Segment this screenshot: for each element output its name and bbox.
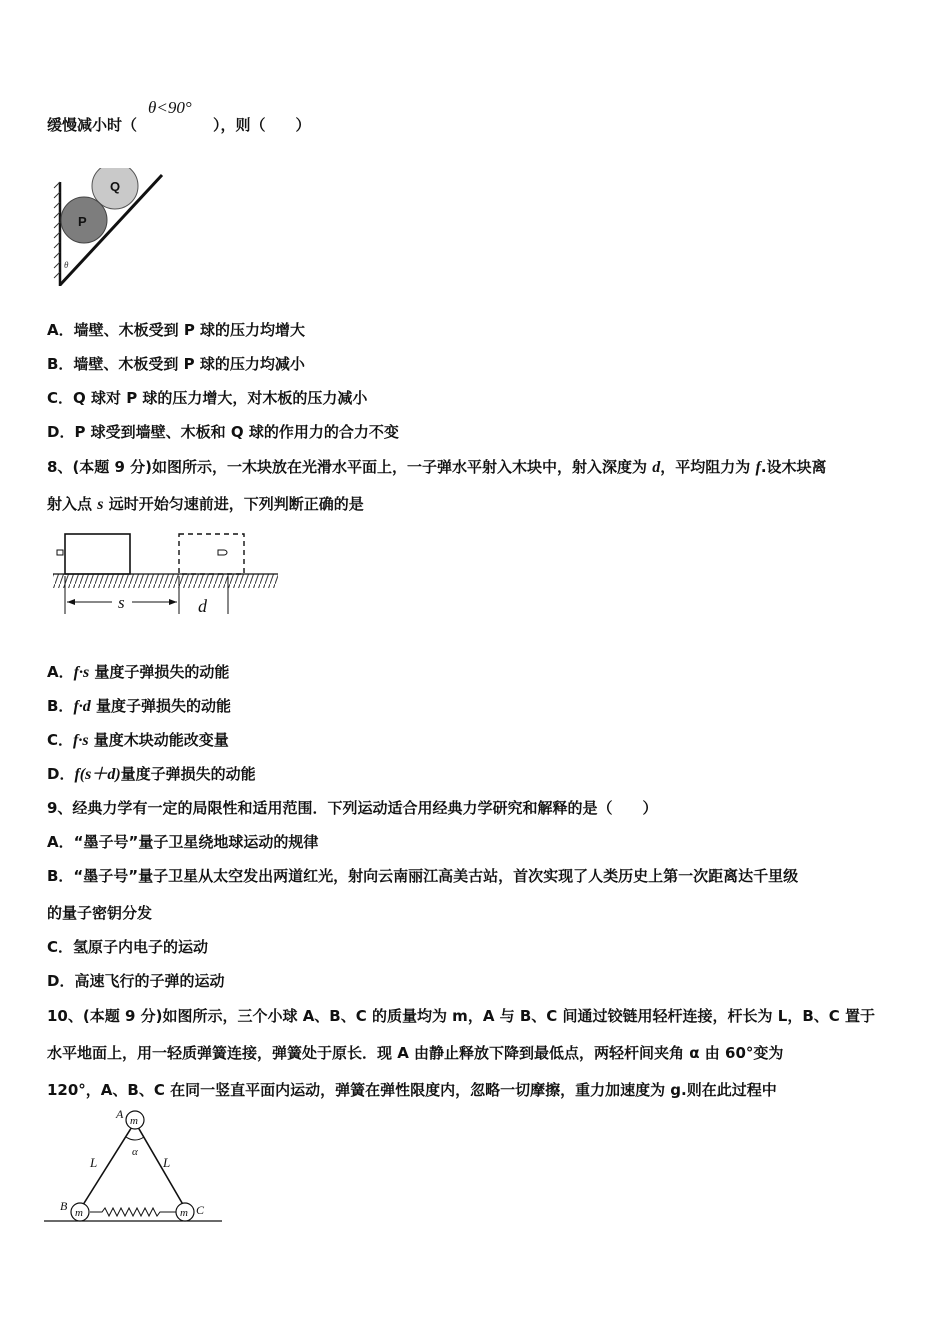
q9-option-b-line1: B．“墨子号”量子卫星从太空发出两道红光，射向云南丽江高美古站，首次实现了人类历史上第一次距离达千里级 [47, 867, 799, 885]
intro-prefix: 缓慢减小时（ [47, 116, 138, 134]
alpha-arc [126, 1137, 144, 1140]
q8-option-c: C．f·s 量度木块动能改变量 [47, 731, 229, 749]
q9-option-b-line2: 的量子密钥分发 [47, 904, 153, 922]
q7-option-b: B．墙壁、木板受到 P 球的压力均减小 [47, 355, 305, 373]
q9-option-c: C．氢原子内电子的运动 [47, 938, 209, 956]
q10-stem-line2: 水平地面上，用一轻质弹簧连接，弹簧处于原长．现 A 由静止释放下降到最低点，两轻杆间夹角 α 由 60°变为 [47, 1044, 784, 1062]
q7-option-c: C．Q 球对 P 球的压力增大，对木板的压力减小 [47, 389, 368, 407]
q10-stem-line1: 10、(本题 9 分)如图所示，三个小球 A、B、C 的质量均为 m，A 与 B、C 间通过铰链用轻杆连接，杆长为 L，B、C 置于 [47, 1007, 875, 1025]
bullet-initial [57, 550, 63, 555]
q9-option-d: D．高速飞行的子弹的运动 [47, 972, 225, 990]
q8-stem-line2: 射入点 s 远时开始匀速前进，下列判断正确的是 [47, 495, 364, 513]
q7-option-a: A．墙壁、木板受到 P 球的压力均增大 [47, 321, 306, 339]
intro-formula: θ<90° [148, 98, 192, 117]
rod-ac [135, 1122, 185, 1208]
s-label: s [118, 593, 125, 612]
intro-suffix: ），则（ ） [213, 116, 311, 134]
intro-line [47, 115, 311, 135]
theta-label: θ [64, 260, 69, 270]
label-c: C [196, 1203, 205, 1217]
bullet-final [218, 550, 227, 555]
ball-q-label: Q [110, 179, 121, 194]
mass-label-a: m [130, 1115, 138, 1127]
q8-option-a: A．f·s 量度子弹损失的动能 [47, 663, 230, 681]
mass-label-b: m [75, 1207, 83, 1219]
spring [90, 1208, 176, 1216]
q7-figure [52, 168, 172, 293]
d-label: d [198, 596, 207, 616]
q8-score: (本题 9 分) [72, 458, 153, 476]
q8-number: 8、 [47, 458, 73, 476]
q8-figure [50, 528, 282, 620]
ball-p-label: P [78, 214, 87, 229]
q8-option-d: D．f(s＋d)量度子弹损失的动能 [47, 765, 256, 783]
label-a: A [116, 1107, 124, 1121]
alpha-label: α [132, 1146, 138, 1158]
q8-option-b: B．f·d 量度子弹损失的动能 [47, 697, 231, 715]
q10-figure [44, 1106, 229, 1226]
q7-option-d: D．P 球受到墙壁、木板和 Q 球的作用力的合力不变 [47, 423, 399, 441]
q10-labels [60, 1107, 205, 1219]
q8-stem-line1: 8、(本题 9 分)如图所示，一木块放在光滑水平面上，一子弹水平射入木块中，射入深度为 d，平均阻力为 f.设木块离 [47, 458, 827, 476]
mass-label-c: m [180, 1207, 188, 1219]
q9-stem: 9、经典力学有一定的局限性和适用范围．下列运动适合用经典力学研究和解释的是（ ） [47, 799, 658, 817]
q10-stem-line3: 120°，A、B、C 在同一竖直平面内运动，弹簧在弹性限度内，忽略一切摩擦，重力加速度为 g.则在此过程中 [47, 1081, 777, 1099]
rod-label-right: L [163, 1155, 171, 1170]
ground-hatching [53, 574, 278, 588]
q9-option-a: A．“墨子号”量子卫星绕地球运动的规律 [47, 833, 319, 851]
label-b: B [60, 1199, 68, 1213]
block-final [179, 534, 244, 574]
rod-label-left: L [90, 1155, 98, 1170]
block-initial [65, 534, 130, 574]
